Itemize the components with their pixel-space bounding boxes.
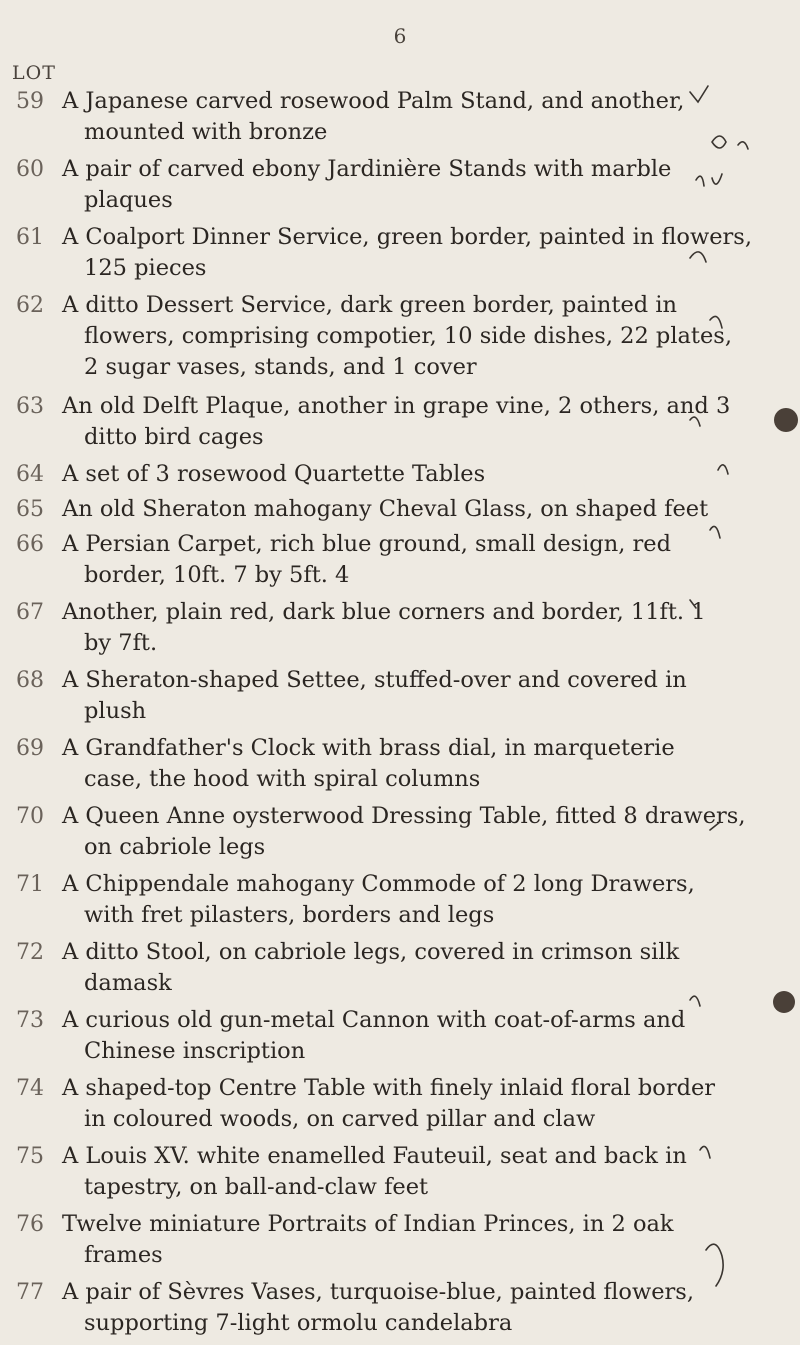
lot-number: 60 — [16, 157, 44, 182]
page-number: 6 — [393, 24, 407, 48]
lot-description-line: A ditto Stool, on cabriole legs, covered in crimson silk — [62, 939, 680, 965]
lot-entry — [0, 937, 800, 1005]
lot-column-heading: LOT — [12, 62, 56, 84]
lot-description-line: A curious old gun-metal Cannon with coat-of-arms and — [62, 1007, 686, 1033]
lot-number: 66 — [16, 532, 44, 557]
lot-number: 72 — [16, 940, 44, 965]
lot-number: 75 — [16, 1144, 44, 1169]
lot-description-line: A Louis XV. white enamelled Fauteuil, seat and back in — [62, 1143, 687, 1169]
lot-description-line: An old Sheraton mahogany Cheval Glass, on shaped feet — [62, 496, 709, 522]
lot-description-line: A Sheraton-shaped Settee, stuffed-over and covered in — [62, 667, 687, 693]
lot-description-line: tapestry, on ball-and-claw feet — [84, 1174, 429, 1200]
lot-entry — [0, 801, 800, 869]
lot-number: 63 — [16, 394, 44, 419]
lot-entry — [0, 529, 800, 597]
lot-description-line: on cabriole legs — [84, 834, 266, 860]
lot-entry — [0, 1277, 800, 1345]
lot-entry — [0, 222, 800, 290]
lot-number: 67 — [16, 600, 44, 625]
lot-number: 59 — [16, 89, 44, 114]
lot-entry — [0, 391, 800, 459]
lot-description-line: ditto bird cages — [84, 424, 264, 450]
lot-description-line: frames — [84, 1242, 163, 1268]
lot-entry — [0, 290, 800, 391]
lot-description-line: with fret pilasters, borders and legs — [84, 902, 495, 928]
lot-number: 62 — [16, 293, 44, 318]
lot-description-line: case, the hood with spiral columns — [84, 766, 481, 792]
lot-entry — [0, 154, 800, 222]
lot-description-line: damask — [84, 970, 172, 996]
lot-description-line: A pair of carved ebony Jardinière Stands with marble — [62, 156, 672, 182]
lot-description-line: A Japanese carved rosewood Palm Stand, and another, — [62, 88, 685, 114]
lot-number: 71 — [16, 872, 44, 897]
lot-entry — [0, 733, 800, 801]
lot-entry — [0, 1073, 800, 1141]
lot-number: 70 — [16, 804, 44, 829]
lot-description-line: An old Delft Plaque, another in grape vine, 2 others, and 3 — [62, 393, 731, 419]
lot-description-line: A Queen Anne oysterwood Dressing Table, fitted 8 drawers, — [62, 803, 746, 829]
lot-entry — [0, 459, 800, 494]
lot-description-line: by 7ft. — [84, 630, 158, 656]
lot-entry — [0, 1141, 800, 1209]
lot-entry — [0, 665, 800, 733]
lot-entry — [0, 597, 800, 665]
lot-entry — [0, 494, 800, 529]
lot-description-line: plaques — [84, 187, 173, 213]
lot-description-line: A Grandfather's Clock with brass dial, in marqueterie — [62, 735, 675, 761]
lot-description-line: mounted with bronze — [84, 119, 328, 145]
lot-number: 74 — [16, 1076, 44, 1101]
lot-number: 61 — [16, 225, 44, 250]
lot-description-line: 125 pieces — [84, 255, 207, 281]
lot-description-line: A Coalport Dinner Service, green border, painted in flowers, — [62, 224, 753, 250]
lot-description-line: A Chippendale mahogany Commode of 2 long Drawers, — [62, 871, 695, 897]
lot-entry — [0, 869, 800, 937]
lot-description-line: Chinese inscription — [84, 1038, 306, 1064]
lot-description-line: flowers, comprising compotier, 10 side dishes, 22 plates, — [84, 323, 732, 349]
lot-list — [0, 86, 800, 1345]
lot-entry — [0, 1005, 800, 1073]
lot-description-line: A Persian Carpet, rich blue ground, small design, red — [62, 531, 671, 557]
lot-description-line: in coloured woods, on carved pillar and claw — [84, 1106, 596, 1132]
lot-description-line: A set of 3 rosewood Quartette Tables — [62, 461, 486, 487]
lot-number: 73 — [16, 1008, 44, 1033]
lot-number: 64 — [16, 462, 44, 487]
lot-description-line: A pair of Sèvres Vases, turquoise-blue, painted flowers, — [62, 1279, 694, 1305]
lot-description-line: A shaped-top Centre Table with finely inlaid floral border — [62, 1075, 716, 1101]
lot-description-line: plush — [84, 698, 147, 724]
lot-description-line: supporting 7-light ormolu candelabra — [84, 1310, 513, 1336]
lot-number: 68 — [16, 668, 44, 693]
lot-number: 69 — [16, 736, 44, 761]
lot-number: 65 — [16, 497, 44, 522]
lot-description-line: 2 sugar vases, stands, and 1 cover — [84, 354, 477, 380]
lot-description-line: Twelve miniature Portraits of Indian Princes, in 2 oak — [62, 1211, 674, 1237]
lot-description-line: Another, plain red, dark blue corners and border, 11ft. 1 — [62, 599, 706, 625]
lot-description-line: A ditto Dessert Service, dark green border, painted in — [62, 292, 678, 318]
lot-number: 76 — [16, 1212, 44, 1237]
lot-entry — [0, 1209, 800, 1277]
lot-description-line: border, 10ft. 7 by 5ft. 4 — [84, 562, 350, 588]
lot-entry — [0, 86, 800, 154]
lot-number: 77 — [16, 1280, 44, 1305]
